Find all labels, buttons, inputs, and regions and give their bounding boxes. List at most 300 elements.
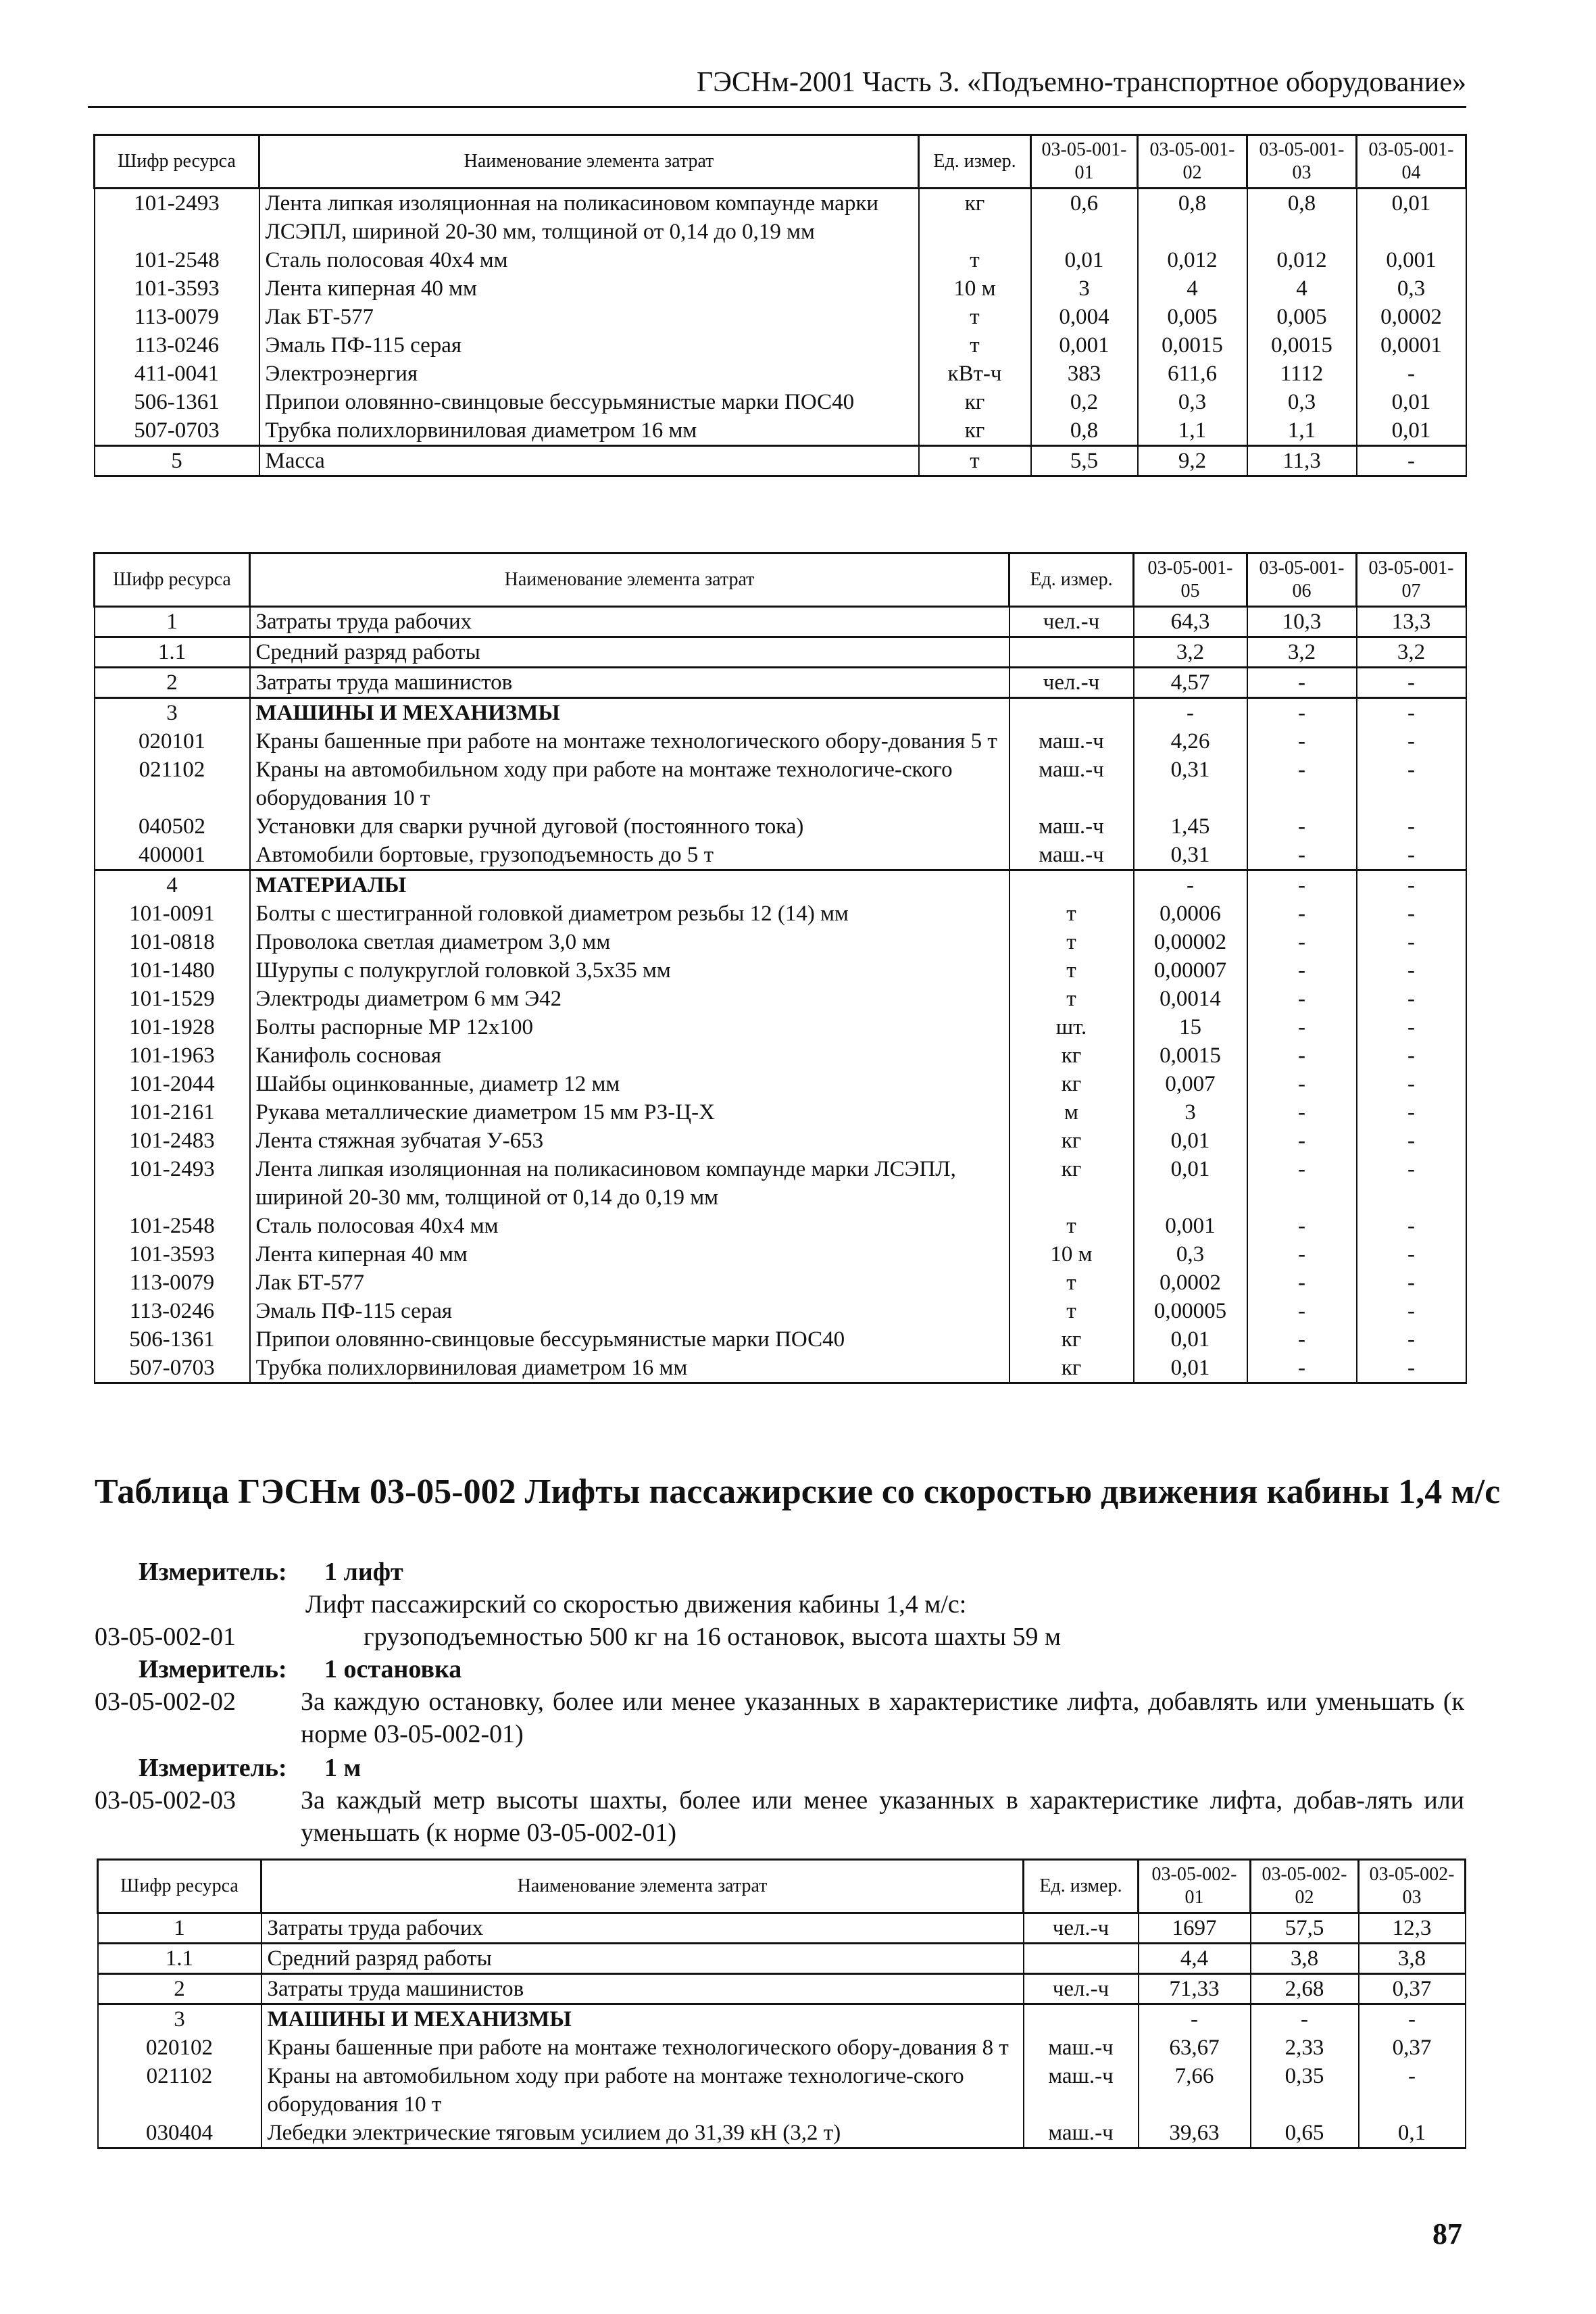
cost-element-name: Средний разряд работы (261, 1944, 1024, 1974)
norm-value: 3 (1031, 274, 1138, 303)
resource-code: 1.1 (95, 637, 250, 668)
col-header-norm: 03-05-001-06 (1247, 553, 1357, 607)
resource-code: 101-2044 (95, 1070, 250, 1098)
norm-value: - (1357, 1269, 1466, 1297)
table-row (95, 1041, 1466, 1070)
unit-of-measure: маш.-ч (1009, 727, 1134, 756)
norm-value: - (1357, 1098, 1466, 1127)
norm-value: 3,8 (1251, 1944, 1359, 1974)
norm-value: 0,004 (1031, 303, 1138, 331)
norm-value: 0,3 (1134, 1240, 1247, 1269)
table-row (95, 668, 1466, 698)
norm-value: 57,5 (1251, 1913, 1359, 1944)
norm-value: - (1357, 1070, 1466, 1098)
table-row (98, 1944, 1466, 1974)
unit-of-measure: кг (1009, 1155, 1134, 1212)
norm-value: - (1357, 727, 1466, 756)
unit-of-measure: шт. (1009, 1013, 1134, 1041)
cost-element-name: МАШИНЫ И МЕХАНИЗМЫ (250, 698, 1009, 728)
resource-code: 400001 (95, 841, 250, 870)
unit-of-measure (1009, 637, 1134, 668)
col-header-norm: 03-05-001-02 (1138, 135, 1247, 189)
table-row (95, 727, 1466, 756)
norm-value: - (1359, 2062, 1466, 2119)
norm-value: 0,01 (1357, 416, 1466, 446)
norm-value: 12,3 (1359, 1913, 1466, 1944)
unit-of-measure: чел.-ч (1009, 668, 1134, 698)
meter-value: 1 м (324, 1754, 361, 1782)
norm-value: 4 (1247, 274, 1357, 303)
norm-value: - (1357, 1041, 1466, 1070)
norm-value: 3,2 (1134, 637, 1247, 668)
norm-value: 0,01 (1134, 1155, 1247, 1212)
resource-code: 101-0091 (95, 900, 250, 928)
norm-value: 0,01 (1031, 246, 1138, 274)
norm-value: - (1357, 1013, 1466, 1041)
resource-code: 101-2161 (95, 1098, 250, 1127)
norm-value: 1697 (1139, 1913, 1251, 1944)
norm-value: 7,66 (1139, 2062, 1251, 2119)
resource-code: 3 (95, 698, 250, 728)
unit-of-measure: кг (919, 416, 1031, 446)
norm-value: 4,4 (1139, 1944, 1251, 1974)
norm-value: 0,1 (1359, 2119, 1466, 2148)
norm-value: 0,001 (1357, 246, 1466, 274)
unit-of-measure (1024, 1944, 1139, 1974)
norm-value: - (1357, 360, 1466, 388)
cost-element-name: Затраты труда машинистов (261, 1974, 1024, 2004)
norm-value: 0,31 (1134, 756, 1247, 812)
unit-of-measure: т (919, 446, 1031, 476)
norm-value: 0,37 (1359, 2034, 1466, 2062)
cost-element-name: МАШИНЫ И МЕХАНИЗМЫ (261, 2004, 1024, 2034)
norm-value: 1112 (1247, 360, 1357, 388)
norm-value: - (1247, 1155, 1357, 1212)
norm-value: - (1247, 1070, 1357, 1098)
norm-value: - (1134, 870, 1247, 900)
resource-code: 4 (95, 870, 250, 900)
resource-code: 020101 (95, 727, 250, 756)
cost-element-name: Лента липкая изоляционная на поликасиновом компаунде марки ЛСЭПЛ, шириной 20-30 мм, толщиной от 0,14 до 0,19 мм (259, 189, 919, 247)
norm-value: - (1247, 1325, 1357, 1354)
unit-of-measure: маш.-ч (1024, 2062, 1139, 2119)
norm-value: - (1357, 928, 1466, 956)
norm-value: 0,3 (1138, 388, 1247, 416)
norm-value: 0,00002 (1134, 928, 1247, 956)
norm-value: - (1139, 2004, 1251, 2034)
norm-value: 0,8 (1138, 189, 1247, 247)
norm-value: 0,005 (1138, 303, 1247, 331)
norm-value: 0,0002 (1357, 303, 1466, 331)
unit-of-measure: чел.-ч (1024, 1913, 1139, 1944)
norm-value: 0,012 (1247, 246, 1357, 274)
norm-value: 0,005 (1247, 303, 1357, 331)
norm-value: 0,65 (1251, 2119, 1359, 2148)
norm-value: 611,6 (1138, 360, 1247, 388)
col-header-unit: Ед. измер. (919, 135, 1031, 189)
table-row (95, 1297, 1466, 1325)
resource-code: 021102 (98, 2062, 261, 2119)
resource-code: 1 (95, 607, 250, 637)
norm-value: 0,001 (1031, 331, 1138, 360)
resource-code: 2 (95, 668, 250, 698)
norm-value: 3,8 (1359, 1944, 1466, 1974)
unit-of-measure: кг (1009, 1325, 1134, 1354)
unit-of-measure: т (1009, 1269, 1134, 1297)
cost-element-name: Сталь полосовая 40х4 мм (259, 246, 919, 274)
norm-value: 0,37 (1359, 1974, 1466, 2004)
resource-code: 101-2493 (95, 1155, 250, 1212)
cost-element-name: Краны на автомобильном ходу при работе на монтаже технологиче-ского оборудования 10 т (261, 2062, 1024, 2119)
norm-value: - (1251, 2004, 1359, 2034)
running-title: ГЭСНм-2001 Часть 3. «Подъемно-транспортное оборудование» (697, 67, 1466, 98)
table-row (98, 1974, 1466, 2004)
unit-of-measure: т (1009, 900, 1134, 928)
unit-of-measure: кг (1009, 1354, 1134, 1383)
resource-code: 506-1361 (95, 1325, 250, 1354)
unit-of-measure: маш.-ч (1024, 2034, 1139, 2062)
table-row (95, 1070, 1466, 1098)
norm-value: - (1247, 1212, 1357, 1240)
cost-element-name: Затраты труда рабочих (250, 607, 1009, 637)
norm-value: - (1247, 1354, 1357, 1383)
table-header-row (95, 135, 1466, 189)
col-header-code: Шифр ресурса (95, 135, 259, 189)
norm-value: 0,31 (1134, 841, 1247, 870)
norm-value: 0,01 (1357, 189, 1466, 247)
resource-table-002 (97, 1858, 1466, 2149)
resource-table-001-part1 (93, 134, 1467, 477)
cost-element-name: Краны башенные при работе на монтаже технологического обору-дования 8 т (261, 2034, 1024, 2062)
resource-code: 101-0818 (95, 928, 250, 956)
unit-of-measure: т (919, 303, 1031, 331)
unit-of-measure: кг (919, 388, 1031, 416)
norm-value: - (1247, 727, 1357, 756)
cost-element-name: Канифоль сосновая (250, 1041, 1009, 1070)
meter-label: Измеритель: (139, 1754, 287, 1782)
norm-value: 0,001 (1134, 1212, 1247, 1240)
resource-code: 040502 (95, 812, 250, 841)
resource-code: 101-1928 (95, 1013, 250, 1041)
resource-code: 021102 (95, 756, 250, 812)
norm-value: 39,63 (1139, 2119, 1251, 2148)
resource-code: 101-1480 (95, 956, 250, 985)
cost-element-name: Припои оловянно-свинцовые бессурьмянистые марки ПОС40 (250, 1325, 1009, 1354)
resource-code: 113-0079 (95, 303, 259, 331)
norm-value: - (1357, 1325, 1466, 1354)
table-row (98, 1913, 1466, 1944)
norm-value: 5,5 (1031, 446, 1138, 476)
cost-element-name: Краны башенные при работе на монтаже технологического обору-дования 5 т (250, 727, 1009, 756)
table-row (95, 956, 1466, 985)
cost-element-name: Установки для сварки ручной дуговой (постоянного тока) (250, 812, 1009, 841)
norm-value: - (1357, 1354, 1466, 1383)
unit-of-measure: маш.-ч (1024, 2119, 1139, 2148)
norm-value: - (1357, 668, 1466, 698)
norm-value: 10,3 (1247, 607, 1357, 637)
unit-of-measure: т (1009, 1297, 1134, 1325)
resource-table-001-part2 (93, 552, 1467, 1384)
table-row (95, 841, 1466, 870)
norm-value: 0,012 (1138, 246, 1247, 274)
cost-element-name: Лента киперная 40 мм (259, 274, 919, 303)
resource-code: 5 (95, 446, 259, 476)
cost-element-name: Краны на автомобильном ходу при работе на монтаже технологиче-ского оборудования 10 т (250, 756, 1009, 812)
running-header (88, 66, 1466, 108)
table-row (95, 698, 1466, 728)
table-row (95, 1155, 1466, 1212)
table-row (95, 637, 1466, 668)
unit-of-measure: кг (1009, 1070, 1134, 1098)
unit-of-measure: м (1009, 1098, 1134, 1127)
resource-code: 2 (98, 1974, 261, 2004)
table-row (98, 2062, 1466, 2119)
col-header-norm: 03-05-001-04 (1357, 135, 1466, 189)
norm-value: - (1247, 928, 1357, 956)
meter-value: 1 остановка (324, 1655, 462, 1683)
unit-of-measure (1024, 2004, 1139, 2034)
norm-value: - (1357, 956, 1466, 985)
resource-code: 101-3593 (95, 274, 259, 303)
resource-code: 020102 (98, 2034, 261, 2062)
unit-of-measure: маш.-ч (1009, 841, 1134, 870)
norm-value: 4,57 (1134, 668, 1247, 698)
norm-value: - (1247, 1297, 1357, 1325)
unit-of-measure: маш.-ч (1009, 812, 1134, 841)
cost-element-name: Лак БТ-577 (250, 1269, 1009, 1297)
norm-value: - (1247, 1269, 1357, 1297)
resource-code: 101-1963 (95, 1041, 250, 1070)
col-header-norm: 03-05-001-01 (1031, 135, 1138, 189)
norm-value: 0,00007 (1134, 956, 1247, 985)
unit-of-measure: 10 м (919, 274, 1031, 303)
table-row (95, 1269, 1466, 1297)
norm-value: - (1247, 956, 1357, 985)
cost-element-name: Сталь полосовая 40х4 мм (250, 1212, 1009, 1240)
table-row (98, 2004, 1466, 2034)
cost-element-name: Трубка полихлорвиниловая диаметром 16 мм (250, 1354, 1009, 1383)
norm-value: 0,3 (1247, 388, 1357, 416)
resource-code: 101-3593 (95, 1240, 250, 1269)
norm-value: 71,33 (1139, 1974, 1251, 2004)
norm-value: - (1357, 900, 1466, 928)
norm-value: - (1247, 1098, 1357, 1127)
unit-of-measure: кВт-ч (919, 360, 1031, 388)
resource-code: 1.1 (98, 1944, 261, 1974)
table-row (95, 331, 1466, 360)
resource-code: 101-2483 (95, 1127, 250, 1155)
norm-value: 0,8 (1247, 189, 1357, 247)
norm-code: 03-05-002-03 (95, 1786, 236, 1815)
norm-value: 0,6 (1031, 189, 1138, 247)
table-row (95, 416, 1466, 446)
norm-value: 1,1 (1247, 416, 1357, 446)
norm-value: 0,35 (1251, 2062, 1359, 2119)
section-caption: Таблица ГЭСНм 03-05-002 Лифты пассажирские со скоростью движения кабины 1,4 м/с (95, 1473, 1501, 1511)
table-row (95, 274, 1466, 303)
unit-of-measure: т (1009, 985, 1134, 1013)
table-header-row (98, 1860, 1466, 1913)
norm-value: - (1247, 985, 1357, 1013)
norm-value: - (1357, 1212, 1466, 1240)
table-row (95, 189, 1466, 247)
cost-element-name: Средний разряд работы (250, 637, 1009, 668)
resource-code: 030404 (98, 2119, 261, 2148)
col-header-name: Наименование элемента затрат (250, 553, 1009, 607)
col-header-code: Шифр ресурса (98, 1860, 261, 1913)
cost-element-name: Болты распорные МР 12х100 (250, 1013, 1009, 1041)
norm-value: - (1247, 841, 1357, 870)
cost-element-name: Затраты труда рабочих (261, 1913, 1024, 1944)
unit-of-measure: т (1009, 928, 1134, 956)
table-row (98, 2034, 1466, 2062)
unit-of-measure: кг (1009, 1041, 1134, 1070)
col-header-norm: 03-05-002-01 (1139, 1860, 1251, 1913)
norm-value: 0,01 (1357, 388, 1466, 416)
resource-code: 101-1529 (95, 985, 250, 1013)
norm-value: - (1247, 1041, 1357, 1070)
norm-value: 0,2 (1031, 388, 1138, 416)
norm-value: 0,007 (1134, 1070, 1247, 1098)
norm-description: За каждый метр высоты шахты, более или менее указанных в характеристике лифта, добав-лять или уменьшать (к норме 03-05-002-01) (301, 1786, 1464, 1847)
unit-of-measure: т (1009, 1212, 1134, 1240)
cost-element-name: МАТЕРИАЛЫ (250, 870, 1009, 900)
norm-value: 0,0015 (1134, 1041, 1247, 1070)
unit-of-measure: т (919, 331, 1031, 360)
col-header-name: Наименование элемента затрат (259, 135, 919, 189)
unit-of-measure: чел.-ч (1009, 607, 1134, 637)
cost-element-name: Затраты труда машинистов (250, 668, 1009, 698)
norm-value: - (1357, 1127, 1466, 1155)
norm-value: - (1247, 1127, 1357, 1155)
col-header-norm: 03-05-001-05 (1134, 553, 1247, 607)
norm-value: 13,3 (1357, 607, 1466, 637)
norm-value: 2,33 (1251, 2034, 1359, 2062)
norm-value: 1,45 (1134, 812, 1247, 841)
norm-code: 03-05-002-01 (95, 1623, 236, 1651)
table-row (95, 1325, 1466, 1354)
col-header-unit: Ед. измер. (1024, 1860, 1139, 1913)
table-row (95, 812, 1466, 841)
cost-element-name: Эмаль ПФ-115 серая (250, 1297, 1009, 1325)
cost-element-name: Проволока светлая диаметром 3,0 мм (250, 928, 1009, 956)
table-row (95, 1212, 1466, 1240)
norm-description: грузоподъемностью 500 кг на 16 остановок, высота шахты 59 м (364, 1623, 1062, 1651)
page-number: 87 (1432, 2217, 1462, 2250)
unit-of-measure (1009, 698, 1134, 728)
norm-value: 2,68 (1251, 1974, 1359, 2004)
unit-of-measure (1009, 870, 1134, 900)
resource-code: 3 (98, 2004, 261, 2034)
table-row (95, 756, 1466, 812)
norm-value: 3 (1134, 1098, 1247, 1127)
resource-code: 113-0079 (95, 1269, 250, 1297)
table-row (95, 360, 1466, 388)
norm-value: - (1357, 756, 1466, 812)
table-row (95, 1354, 1466, 1383)
norm-value: 383 (1031, 360, 1138, 388)
table-row (95, 303, 1466, 331)
meter-value: 1 лифт (324, 1558, 403, 1586)
unit-of-measure: чел.-ч (1024, 1974, 1139, 2004)
norm-value: - (1247, 900, 1357, 928)
cost-element-name: Электроды диаметром 6 мм Э42 (250, 985, 1009, 1013)
cost-element-name: Лента липкая изоляционная на поликасиновом компаунде марки ЛСЭПЛ, шириной 20-30 мм, толщиной от 0,14 до 0,19 мм (250, 1155, 1009, 1212)
resource-code: 411-0041 (95, 360, 259, 388)
resource-code: 113-0246 (95, 1297, 250, 1325)
norm-code: 03-05-002-02 (95, 1688, 236, 1716)
cost-element-name: Шурупы с полукруглой головкой 3,5х35 мм (250, 956, 1009, 985)
table-row (95, 246, 1466, 274)
cost-element-name: Припои оловянно-свинцовые бессурьмянистые марки ПОС40 (259, 388, 919, 416)
norm-value: 0,0001 (1357, 331, 1466, 360)
norm-value: - (1247, 756, 1357, 812)
unit-of-measure: т (1009, 956, 1134, 985)
norm-value: 0,01 (1134, 1325, 1247, 1354)
unit-of-measure: т (919, 246, 1031, 274)
col-header-norm: 03-05-002-02 (1251, 1860, 1359, 1913)
col-header-code: Шифр ресурса (95, 553, 250, 607)
norm-value: - (1357, 985, 1466, 1013)
norm-value: - (1247, 698, 1357, 728)
table-row (95, 607, 1466, 637)
norm-value: 4,26 (1134, 727, 1247, 756)
norm-value: 0,0015 (1247, 331, 1357, 360)
cost-element-name: Эмаль ПФ-115 серая (259, 331, 919, 360)
table-row (95, 1098, 1466, 1127)
norm-value: 4 (1138, 274, 1247, 303)
table-row (95, 1013, 1466, 1041)
cost-element-name: Болты с шестигранной головкой диаметром резьбы 12 (14) мм (250, 900, 1009, 928)
table-row (95, 985, 1466, 1013)
norm-value: - (1134, 698, 1247, 728)
norm-value: - (1359, 2004, 1466, 2034)
norm-value: 1,1 (1138, 416, 1247, 446)
section-intro: Лифт пассажирский со скоростью движения кабины 1,4 м/с: (305, 1590, 967, 1619)
norm-value: 3,2 (1357, 637, 1466, 668)
norm-value: 15 (1134, 1013, 1247, 1041)
norm-value: - (1357, 698, 1466, 728)
norm-description: За каждую остановку, более или менее указанных в характеристике лифта, добавлять или уменьшать (к норме 03-05-002-01) (301, 1688, 1464, 1748)
norm-value: 0,0002 (1134, 1269, 1247, 1297)
cost-element-name: Рукава металлические диаметром 15 мм РЗ-Ц-Х (250, 1098, 1009, 1127)
resource-code: 507-0703 (95, 1354, 250, 1383)
norm-value: 11,3 (1247, 446, 1357, 476)
norm-value: - (1357, 870, 1466, 900)
norm-value: 0,0006 (1134, 900, 1247, 928)
unit-of-measure: маш.-ч (1009, 756, 1134, 812)
unit-of-measure: кг (1009, 1127, 1134, 1155)
table-header-row (95, 553, 1466, 607)
cost-element-name: Электроэнергия (259, 360, 919, 388)
table-row (95, 928, 1466, 956)
unit-of-measure: 10 м (1009, 1240, 1134, 1269)
table-row (95, 900, 1466, 928)
norm-value: - (1357, 1297, 1466, 1325)
resource-code: 506-1361 (95, 388, 259, 416)
resource-code: 101-2548 (95, 1212, 250, 1240)
table-row (95, 446, 1466, 476)
resource-code: 113-0246 (95, 331, 259, 360)
table-row (95, 870, 1466, 900)
norm-value: 9,2 (1138, 446, 1247, 476)
resource-code: 507-0703 (95, 416, 259, 446)
norm-value: 0,0014 (1134, 985, 1247, 1013)
norm-value: 63,67 (1139, 2034, 1251, 2062)
col-header-unit: Ед. измер. (1009, 553, 1134, 607)
norm-value: 0,8 (1031, 416, 1138, 446)
norm-value: - (1247, 668, 1357, 698)
